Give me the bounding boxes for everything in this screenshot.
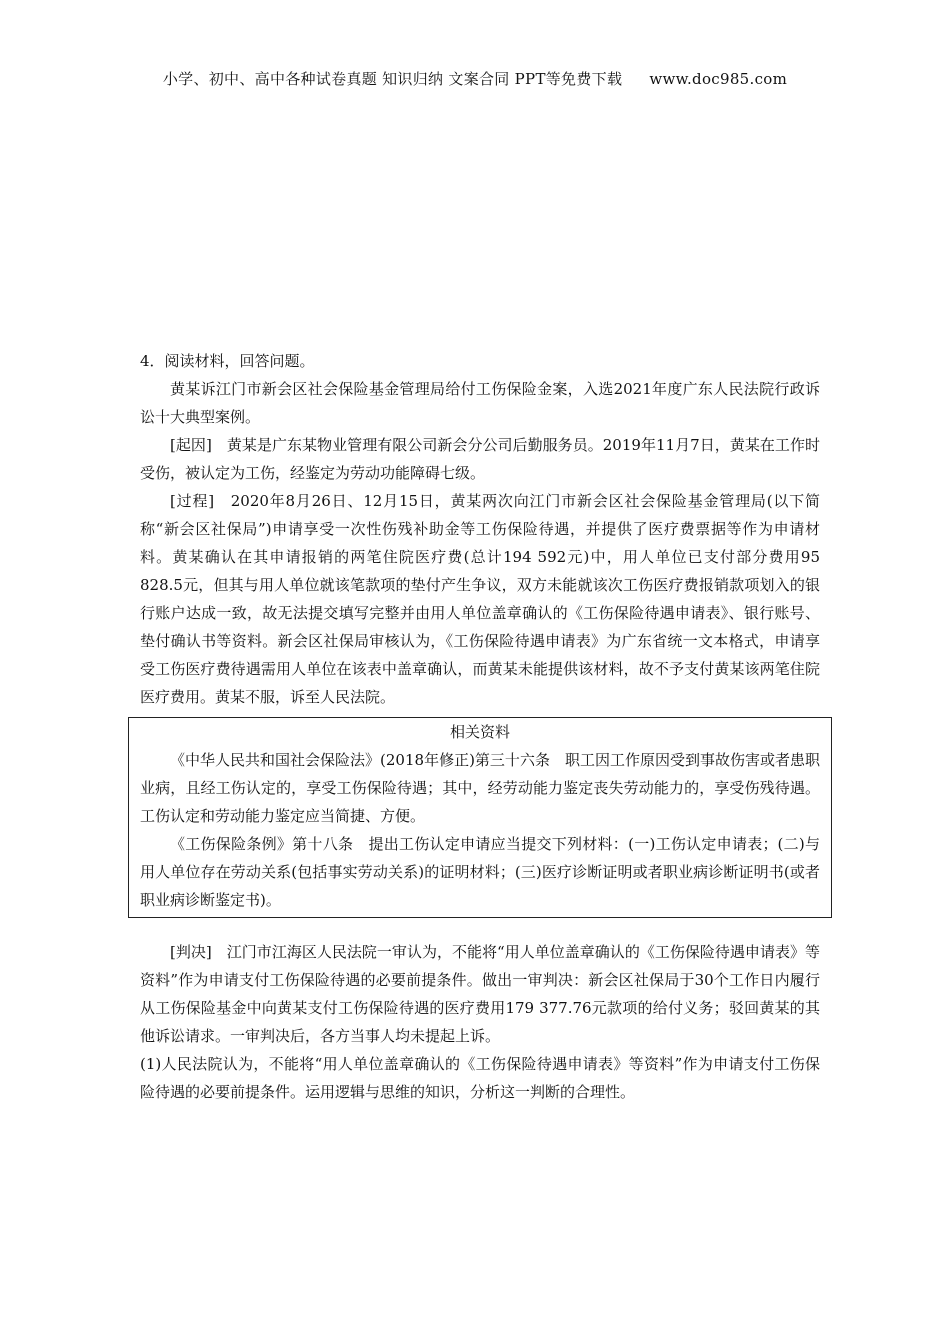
case-process: [过程] 2020年8月26日、12月15日，黄某两次向江门市新会区社会保险基金管理局(以下简称“新会区社保局”)申请享受一次性伤残补助金等工伤保险待遇，并提供了医疗费票据等作为申请材料。黄某确认在其申请报销的两笔住院医疗费(总计194 592元)中，用人单位已支付部分费用95 828.5元，但其与用人单位就该笔款项的垫付产生争议，双方未能就该次工伤医疗费报销款项划入的银行账户达成一致，故无法提交填写完整并由用人单位盖章确认的《工伤保险待遇申请表》、银行账号、垫付确认书等资料。新会区社保局审核认为，《工伤保险待遇申请表》为广东省统一文本格式，申请享受工伤医疗费待遇需用人单位在该表中盖章确认，而黄某未能提供该材料，故不予支付黄某该两笔住院医疗费用。黄某不服，诉至人民法院。 xyxy=(140,492,820,706)
sub-question-1: (1)人民法院认为，不能将“用人单位盖章确认的《工伤保险待遇申请表》等资料”作为申请支付工伤保险待遇的必要前提条件。运用逻辑与思维的知识，分析这一判断的合理性。 xyxy=(140,1055,820,1101)
related-item-injury-regulation: 《工伤保险条例》第十八条 提出工伤认定申请应当提交下列材料：(一)工伤认定申请表；(二)与用人单位存在劳动关系(包括事实劳动关系)的证明材料；(三)医疗诊断证明或者职业病诊断证明书(或者职业病诊断鉴定书)。 xyxy=(140,835,820,909)
related-item-social-insurance-law: 《中华人民共和国社会保险法》(2018年修正)第三十六条 职工因工作原因受到事故伤害或者患职业病，且经工伤认定的，享受工伤保险待遇；其中，经劳动能力鉴定丧失劳动能力的，享受伤残待遇。工伤认定和劳动能力鉴定应当简捷、方便。 xyxy=(140,751,820,825)
case-cause: [起因] 黄某是广东某物业管理有限公司新会分公司后勤服务员。2019年11月7日，黄某在工作时受伤，被认定为工伤，经鉴定为劳动功能障碍七级。 xyxy=(140,436,820,482)
case-judgment: [判决] 江门市江海区人民法院一审认为，不能将“用人单位盖章确认的《工伤保险待遇申请表》等资料”作为申请支付工伤保险待遇的必要前提条件。做出一审判决：新会区社保局于30个工作日内履行从工伤保险基金中向黄某支付工伤保险待遇的医疗费用179 377.76元款项的给付义务；驳回黄某的其他诉讼请求。一审判决后，各方当事人均未提起上诉。 xyxy=(140,943,820,1045)
related-materials-box xyxy=(128,717,832,918)
question-content xyxy=(140,347,820,1106)
header-text: 小学、初中、高中各种试卷真题 知识归纳 文案合同 PPT等免费下载 xyxy=(162,70,623,88)
related-materials-title: 相关资料 xyxy=(449,723,510,741)
header-site-link[interactable]: www.doc985.com xyxy=(649,70,788,88)
question-title: 4．阅读材料，回答问题。 xyxy=(140,352,315,370)
spacer xyxy=(140,918,820,938)
page-header xyxy=(0,68,950,89)
case-intro: 黄某诉江门市新会区社会保险基金管理局给付工伤保险金案，入选2021年度广东人民法院行政诉讼十大典型案例。 xyxy=(140,380,820,426)
